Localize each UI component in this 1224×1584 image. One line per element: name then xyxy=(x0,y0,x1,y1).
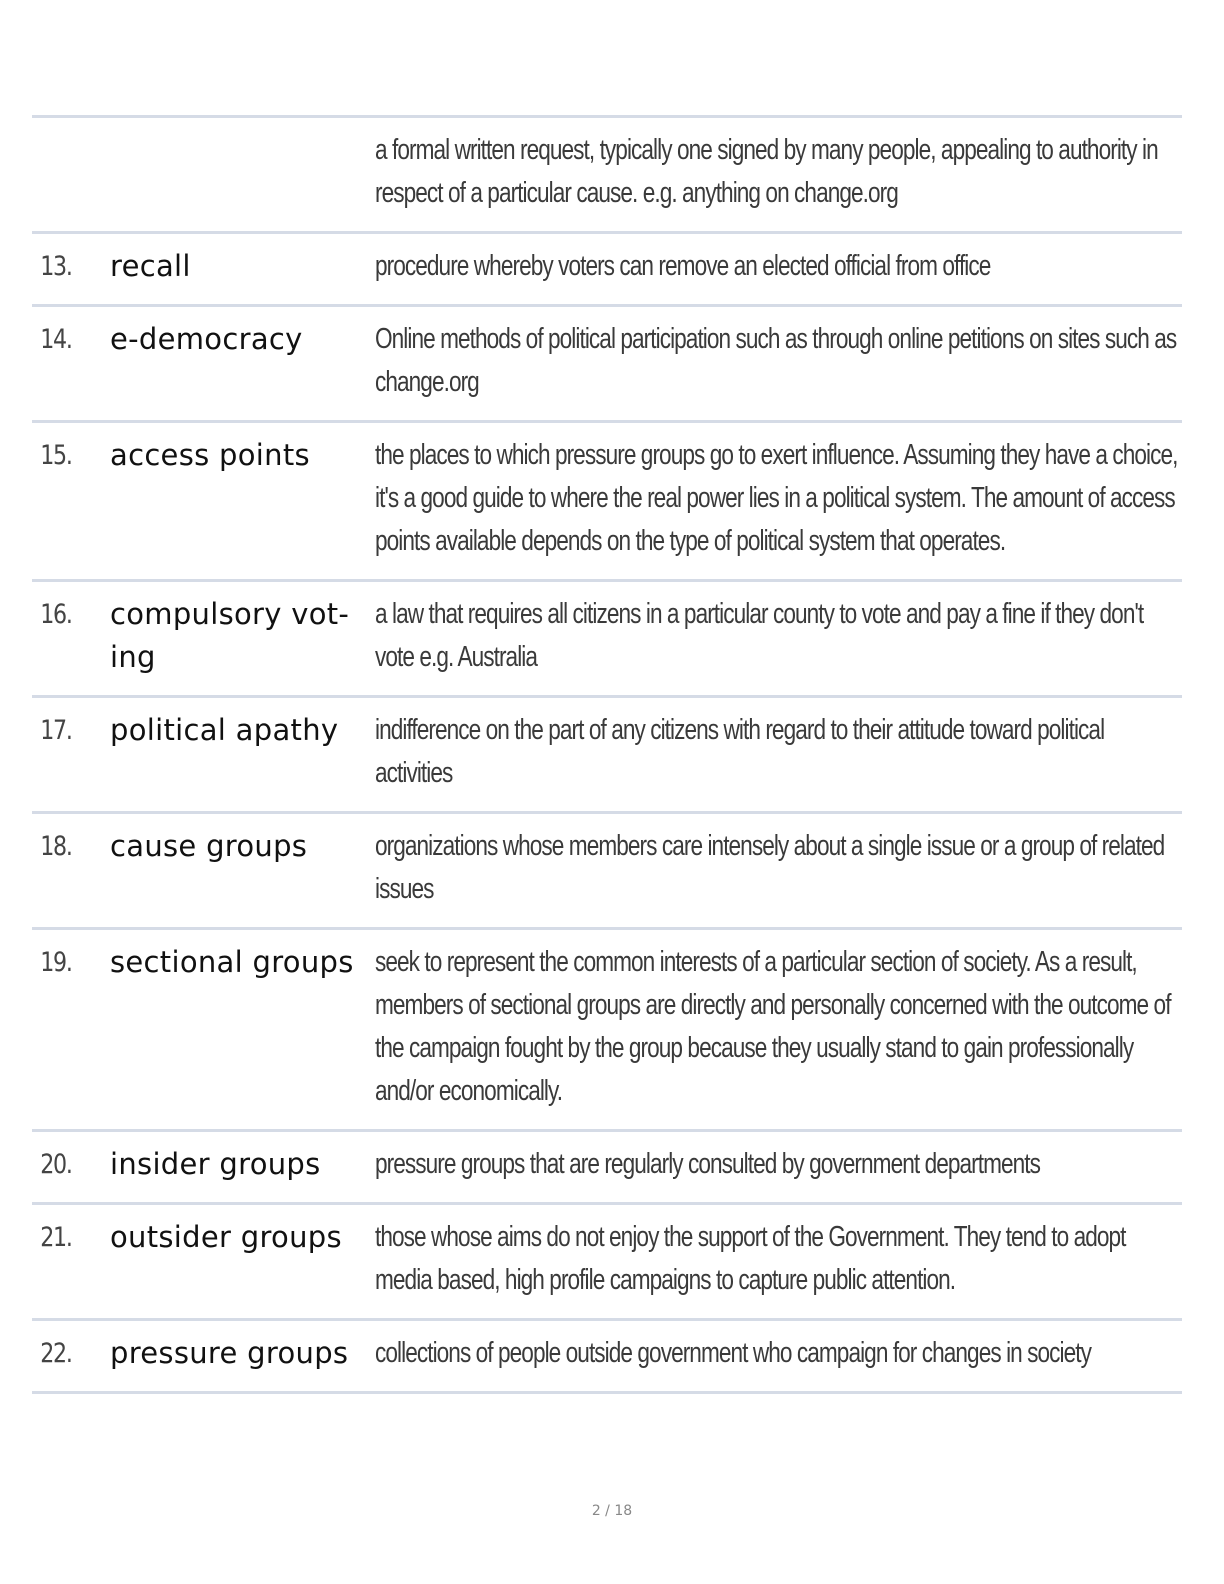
entry-definition: procedure whereby voters can remove an elected official from office xyxy=(375,250,991,282)
entry-number: 16. xyxy=(40,599,72,630)
glossary-row xyxy=(32,927,1182,1129)
page-number: 2 / 18 xyxy=(591,1503,633,1519)
glossary-row xyxy=(32,1202,1182,1318)
entry-number xyxy=(32,118,96,231)
entry-definition: indifference on the part of any citizens with regard to their attitude toward political activities xyxy=(375,714,1105,789)
entry-term: access points xyxy=(110,438,310,472)
entry-definition: a formal written request, typically one signed by many people, appealing to authority in respect of a particular cause. e.g. anything on change.org xyxy=(375,134,1158,209)
entry-definition: Online methods of political participation such as through online petitions on sites such as change.org xyxy=(375,323,1177,398)
entry-term: compulsory vot-ing xyxy=(110,597,350,674)
entry-number: 13. xyxy=(40,251,72,282)
glossary-row xyxy=(32,420,1182,579)
entry-definition: those whose aims do not enjoy the support of the Government. They tend to adopt media based, high profile campaigns to capture public attention. xyxy=(375,1221,1126,1296)
entry-definition: collections of people outside government who campaign for changes in society xyxy=(375,1337,1092,1369)
glossary-row xyxy=(32,695,1182,811)
entry-number: 21. xyxy=(40,1222,72,1253)
glossary-row xyxy=(32,304,1182,420)
entry-term: insider groups xyxy=(110,1147,321,1181)
glossary-row xyxy=(32,579,1182,695)
entry-number: 22. xyxy=(40,1338,72,1369)
entry-definition: a law that requires all citizens in a particular county to vote and pay a fine if they don't vote e.g. Australia xyxy=(375,598,1144,673)
glossary-row xyxy=(32,811,1182,927)
entry-term: pressure groups xyxy=(110,1336,349,1370)
entry-number: 20. xyxy=(40,1149,72,1180)
entry-term: recall xyxy=(110,249,191,283)
glossary-row xyxy=(32,1129,1182,1202)
entry-definition: pressure groups that are regularly consulted by government departments xyxy=(375,1148,1041,1180)
entry-definition: seek to represent the common interests of a particular section of society. As a result, members of sectional groups are directly and personally concerned with the outcome of the campaign fought by the group because they usually stand to gain professionally and/or economically. xyxy=(375,946,1171,1107)
entry-definition: the places to which pressure groups go to exert influence. Assuming they have a choice, it's a good guide to where the real power lies in a political system. The amount of access points available depends on the type of political system that operates. xyxy=(375,439,1178,557)
entry-term: outsider groups xyxy=(110,1220,342,1254)
glossary-row xyxy=(32,1318,1182,1394)
entry-term: sectional groups xyxy=(110,945,354,979)
entry-number: 18. xyxy=(40,831,72,862)
entry-number: 14. xyxy=(40,324,72,355)
glossary-row xyxy=(32,231,1182,304)
entry-definition: organizations whose members care intensely about a single issue or a group of related issues xyxy=(375,830,1165,905)
entry-term: cause groups xyxy=(110,829,308,863)
glossary-row xyxy=(32,115,1182,231)
entry-number: 19. xyxy=(40,947,72,978)
entry-term xyxy=(110,118,375,231)
entry-term: e-democracy xyxy=(110,322,303,356)
entry-number: 15. xyxy=(40,440,72,471)
entry-term: political apathy xyxy=(110,713,339,747)
entry-number: 17. xyxy=(40,715,72,746)
glossary-table xyxy=(32,115,1182,1394)
